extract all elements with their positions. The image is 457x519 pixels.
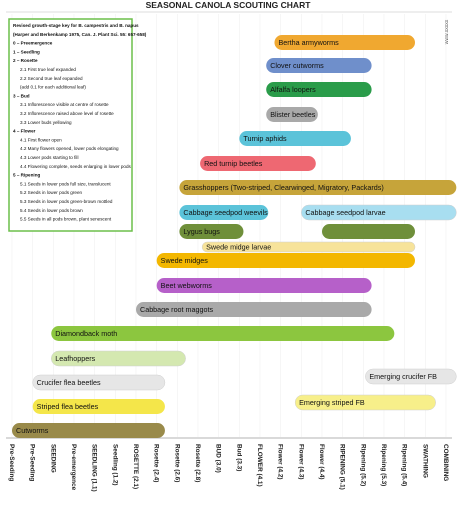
stage-tick-label: Seedling (1.2) xyxy=(111,444,119,486)
key-line: (Harper and Berkenkamp 1975, Can. J. Plant Sci. 55: 657-658) xyxy=(13,31,147,37)
stage-tick-label: SWATHING xyxy=(421,444,429,478)
key-line: 4.3 Lower pods starting to fill xyxy=(20,155,79,160)
stage-tick-label: COMBINING xyxy=(442,444,449,482)
key-line: 5 – Ripening xyxy=(13,172,41,178)
pest-label: Diamondback moth xyxy=(55,329,118,339)
key-line: 1 – Seedling xyxy=(13,49,40,55)
key-line: 3 – Bud xyxy=(13,93,30,99)
stage-tick-label: Flower (4.3) xyxy=(297,444,305,480)
key-line: Revised growth-stage key for B. campestris and B. napus xyxy=(13,23,139,28)
key-line: 5.4 Seeds in lower pods brown xyxy=(20,207,83,213)
key-line: 4.1 First flower open xyxy=(20,137,62,143)
stage-tick-label: Rosette (2.6) xyxy=(173,444,181,483)
pest-label: Alfalfa loopers xyxy=(270,85,316,95)
side-note: www.xxxxx xyxy=(444,19,450,45)
stage-tick-label: Flower (4.2) xyxy=(276,444,284,480)
key-line: 5.2 Seeds in lower pods green xyxy=(20,190,83,196)
stage-tick-label: Bud (3.3) xyxy=(235,444,243,472)
growth-stage-key xyxy=(9,19,147,231)
pest-label: Red turnip beetles xyxy=(204,159,263,169)
pest-label: Emerging crucifer FB xyxy=(369,372,437,382)
stage-tick-label: RIPENING (5.1) xyxy=(338,444,346,490)
pest-label: Turnip aphids xyxy=(243,134,287,144)
stage-tick-label: Flower (4.4) xyxy=(318,444,325,480)
key-line: 2.1 First true leaf expanded xyxy=(20,67,76,72)
stage-tick-label: SEEDING xyxy=(49,444,57,473)
pest-label: Lygus bugs xyxy=(183,227,220,237)
key-line: 2.2 Second true leaf expanded xyxy=(20,75,83,81)
stage-tick-label: Pre-Seeding xyxy=(28,444,36,482)
pest-label: Cabbage seedpod weevils xyxy=(183,208,268,218)
stage-tick-label: FLOWER (4.1) xyxy=(256,444,263,487)
key-line: 4.4 Flowering complete, seeds enlarging in lower pods xyxy=(20,163,131,169)
key-line: 4 – Flower xyxy=(13,128,36,134)
pest-label: Swede midges xyxy=(160,256,208,266)
key-line: 5.3 Seeds in lower pods green-brown mottled xyxy=(20,199,113,204)
key-line: (add 0.1 for each additional leaf) xyxy=(20,84,86,90)
key-line: 3.2 Inflorescence raised above level of rosette xyxy=(20,111,114,116)
stage-tick-label: Rosette (2.8) xyxy=(194,444,201,483)
stage-tick-label: Ripening (5.2) xyxy=(359,444,367,487)
stage-tick-label: ROSETTE (2.1) xyxy=(132,444,139,490)
stage-tick-label: SEEDLING (1.1) xyxy=(90,444,98,492)
pest-label: Crucifer flea beetles xyxy=(36,378,101,388)
pest-label: Bertha armyworms xyxy=(278,38,339,48)
key-line: 0 – Preemergence xyxy=(13,40,53,46)
pest-label: Beet webworms xyxy=(160,281,212,291)
key-line: 5.5 Seeds in all pods brown, plant senescent xyxy=(20,216,112,222)
key-line: 5.1 Seeds in lower pods full size, translucent xyxy=(20,181,111,187)
stage-tick-label: Rosette (2.4) xyxy=(152,444,160,483)
key-line: 3.1 Inflorescence visible at centre of rosette xyxy=(20,102,109,108)
pest-label: Cabbage root maggots xyxy=(140,305,214,315)
stage-tick-labels xyxy=(8,444,449,492)
chart-title: SEASONAL CANOLA SCOUTING CHART xyxy=(145,0,311,10)
stage-tick-label: Pre-Seeding xyxy=(8,444,15,482)
stage-tick-label: Pre-emergence xyxy=(70,444,77,491)
stage-tick-label: BUD (3.0) xyxy=(214,444,222,473)
stage-tick-label: Ripening (5.3) xyxy=(380,444,387,487)
key-line: 3.3 Lower buds yellowing xyxy=(20,119,72,125)
key-line: 4.2 Many flowers opened, lower pods elongating xyxy=(20,146,119,152)
pest-label: Cutworms xyxy=(16,426,49,436)
pest-label: Blister beetles xyxy=(270,110,316,120)
pest-label: Striped flea beetles xyxy=(36,402,99,412)
pest-label: Grasshoppers (Two-striped, Clearwinged, Migratory, Packards) xyxy=(183,183,384,193)
pest-label: Emerging striped FB xyxy=(299,398,365,408)
pest-label: Cabbage seedpod larvae xyxy=(305,208,386,218)
key-line: 2 – Rosette xyxy=(13,58,38,64)
stage-tick-label: Ripening (5.4) xyxy=(400,444,408,487)
pest-label: Swede midge larvae xyxy=(206,242,272,252)
pest-label: Leafhoppers xyxy=(55,354,96,364)
pest-bar xyxy=(322,224,415,239)
pest-label: Clover cutworms xyxy=(270,61,324,71)
